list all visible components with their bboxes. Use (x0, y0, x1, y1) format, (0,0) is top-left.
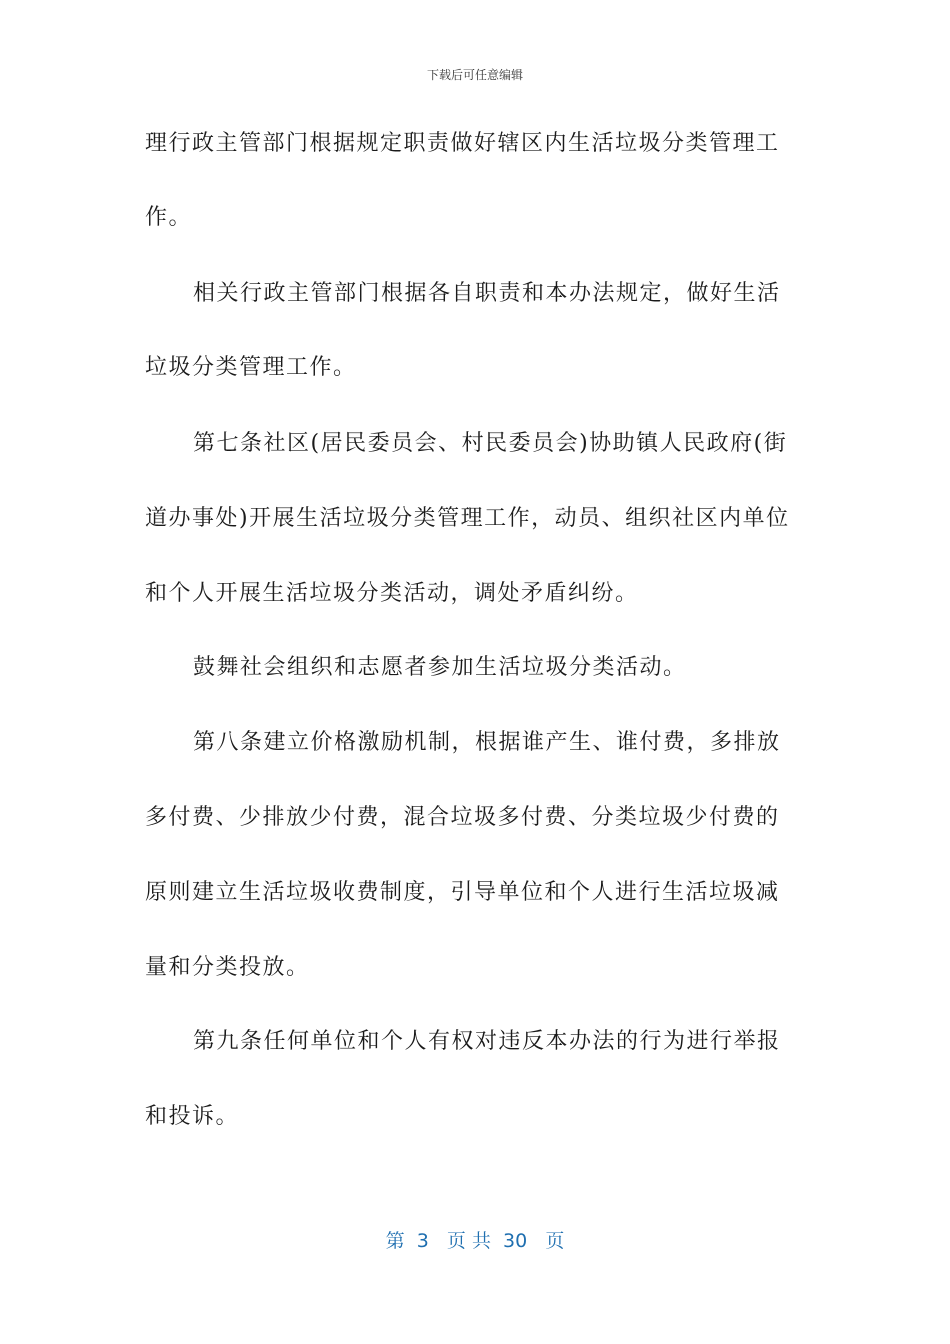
paragraph-first-line: 第八条建立价格激励机制，根据谁产生、谁付费，多排放 (193, 730, 781, 755)
paragraph-first-line: 相关行政主管部门根据各自职责和本办法规定，做好生活 (193, 281, 781, 306)
text-line: 量和分类投放。 (145, 955, 310, 980)
paragraph-first-line: 第七条社区(居民委员会、村民委员会)协助镇人民政府(街 (193, 431, 788, 456)
text-line: 垃圾分类管理工作。 (145, 355, 357, 380)
text-line: 原则建立生活垃圾收费制度，引导单位和个人进行生活垃圾减 (145, 880, 780, 905)
paragraph-first-line: 第九条任何单位和个人有权对违反本办法的行为进行举报 (193, 1029, 781, 1054)
text-line: 作。 (145, 205, 193, 230)
text-line: 理行政主管部门根据规定职责做好辖区内生活垃圾分类管理工 (145, 131, 780, 156)
text-line: 和个人开展生活垃圾分类活动，调处矛盾纠纷。 (145, 581, 639, 606)
page-header: 下载后可任意编辑 (426, 68, 523, 82)
text-line: 道办事处)开展生活垃圾分类管理工作，动员、组织社区内单位 (145, 506, 790, 531)
text-line: 多付费、少排放少付费，混合垃圾多付费、分类垃圾少付费的 (145, 805, 780, 830)
page-number-footer: 第 3 页 共 30 页 (385, 1230, 565, 1252)
paragraph-first-line: 鼓舞社会组织和志愿者参加生活垃圾分类活动。 (193, 655, 687, 680)
text-line: 和投诉。 (145, 1104, 240, 1129)
